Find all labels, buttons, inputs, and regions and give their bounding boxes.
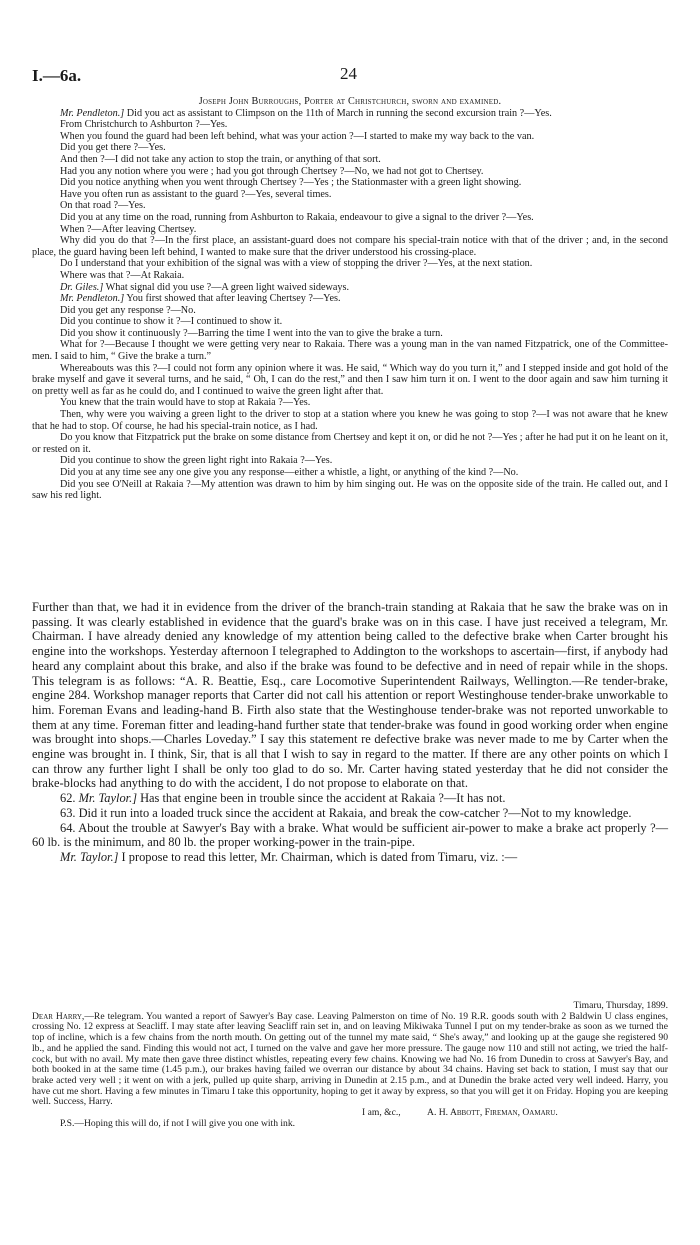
qa-text: What signal did you use ?—A green light waived sideways. [103, 281, 349, 293]
qa-paragraph [32, 432, 668, 455]
qa-text: Did you at any time see any one give you any response—either a whistle, a light, or anything of the kind ?—No. [60, 467, 519, 478]
speaker-name: Mr. Pendleton.] [60, 107, 125, 119]
statement-text: Further than that, we had it in evidence from the driver of the branch-train standing at Rakaia that he saw the brake was on in passing. It was clearly established in evidence that the guard's brake was on in this case. I have just received a telegram, Mr. Chairman. I have already denied any knowledge of my attention being called to the defective brake when Carter brought his engine into the workshops. Yesterday afternoon I telegraphed to Addington to the workshops to ascertain—first, if anybody had heard any complaint about this brake, and also if the brake was found to be defective and in need of repair while in the shops. This telegram is as follows: “A. R. Beattie, Esq., care Locomotive Superintendent Railways, Wellington.—Re tender-brake, engine 284. Workshop manager reports that Carter did not call his attention or report Westinghouse tender-brake unworkable to him. Foreman Evans and leading-hand B. Firth also state that the Westinghouse tender-brake was not reported unworkable to them at any time. Foreman fitter and leading-hand further state that tender-brake was found in good working order when engine was brought into shops.—Charles Loveday.” I say this statement re defective brake was never made to me by Carter when the engine was brought in. I think, Sir, that is all that I wish to say in regard to the matter. If there are any other points on which I can throw any further light I shall be only too glad to do so. Mr. Carter having stated yesterday that he did not consider the brake-blocks had anything to do with the accident, I do not propose to elaborate on that. [32, 600, 668, 791]
qa-text: Did you show it continuously ?—Barring the time I went into the van to give the brake a turn. [60, 327, 443, 339]
qa-paragraph [32, 142, 668, 154]
letter-closing: I am, &c., [362, 1107, 401, 1119]
letter-signature: A. H. Abbott, Fireman, Oamaru. [427, 1107, 558, 1119]
speaker-name: Dr. Giles.] [60, 281, 104, 293]
qa-text: Did you notice anything when you went through Chertsey ?—Yes ; the Stationmaster with a green light showing. [60, 177, 522, 189]
statement-text: 63. Did it run into a loaded truck since the accident at Rakaia, and break the cow-catcher ?—Not to my knowledge. [60, 805, 632, 820]
qa-text: Then, why were you waiving a green light to the driver to stop at a station where you knew he was going to stop ?—I was not aware that he knew that he had to stop. Of course, he had his special-train notice, as I had. [32, 409, 668, 432]
speaker-name: Mr. Taylor.] [78, 791, 138, 806]
qa-text: Did you get there ?—Yes. [60, 142, 166, 154]
qa-paragraph [32, 154, 668, 166]
qa-text: You knew that the train would have to stop at Rakaia ?—Yes. [60, 397, 311, 409]
qa-text: Whereabouts was this ?—I could not form any opinion where it was. He said, “ Which way do you turn it,” and I stepped inside and got hold of the brake myself and gave it several turns, and he said, “ Oh, I can do the rest,” and then I saw him turn it on. I went to the door again and saw him turning it on pretty well as far as he could do, and I continued to waive the green light after that. [32, 362, 668, 397]
qa-paragraph [32, 316, 668, 328]
qa-paragraph [32, 467, 668, 479]
qa-paragraph [32, 363, 668, 398]
qa-text: When ?—After leaving Chertsey. [60, 223, 197, 235]
qa-paragraph [32, 258, 668, 270]
qa-text: Where was that ?—At Rakaia. [60, 269, 185, 281]
speaker-name: Mr. Taylor.] [60, 849, 119, 864]
report-code: I.—6a. [32, 66, 82, 85]
qa-text: Had you any notion where you were ; had you got through Chertsey ?—No, we had not got to Chertsey. [60, 165, 484, 177]
statement-paragraph [32, 821, 668, 850]
qa-paragraph [32, 119, 668, 131]
qa-text: Do you know that Fitzpatrick put the brake on some distance from Chertsey and kept it on, or did he not ?—Yes ; after he had put it on he leant on it, or rested on it. [32, 432, 668, 455]
qa-paragraph [32, 224, 668, 236]
question-number: 62. [60, 791, 79, 806]
qa-text: And then ?—I did not take any action to stop the train, or anything of that sort. [60, 153, 381, 165]
qa-paragraph [32, 131, 668, 143]
letter-body-text: Re telegram. You wanted a report of Sawyer's Bay case. Leaving Palmerston on time of No. 19 R.R. goods south with 2 Baldwin U class engines, crossing No. 12 express at Seacliff. I may state after leaving Seacliff rain set in, and on leaving Mikiwaka Tunnel I put on my tender-brake as soon as we turned the top of incline, which is a few chains from the north mouth. On getting out of the tunnel my mate said, “ She's away,” and looking up at the gauge she registered 90 lb., and he applied the sand. Finding this would not act, I turned on the valve and gave her more pressure. The gauge now 110 and still not acting, we tried the half-cock, but with no avail. My mate then gave three distinct whistles, repeating every few chains. Knowing we had No. 16 from Dunedin to cross at Sawyer's Bay, and both booked in at the same time (1.45 p.m.), our brakes having failed we overran our distance by about 34 chains. Having set back to station, I must say that our brake acted very well ; it went on with a jerk, pulled up quite sharp, arriving in Dunedin at 2.15 p.m., and at Dunedin the brake acted very well indeed. Harry, you have cut me short. Having a few minutes in Timaru I take this opportunity, hoping to get it away by express, so that you will get it on Friday. Hoping you are keeping well. Success, Harry. [32, 1010, 669, 1108]
statement-paragraph [32, 600, 668, 791]
statement-paragraph [32, 850, 668, 865]
statement-text: 64. About the trouble at Sawyer's Bay with a brake. What would be sufficient air-power to make a brake act properly ?—60 lb. is the minimum, and 80 lb. the proper working-power in the train-pipe. [32, 820, 668, 850]
qa-text: Did you continue to show the green light right into Rakaia ?—Yes. [60, 455, 333, 467]
qa-text: On that road ?—Yes. [60, 200, 146, 212]
qa-paragraph [32, 200, 668, 212]
statement-text: Has that engine been in trouble since the accident at Rakaia ?—It has not. [137, 791, 506, 806]
qa-paragraph [32, 409, 668, 432]
letter-body [32, 1012, 668, 1108]
qa-text: Did you see O'Neill at Rakaia ?—My attention was drawn to him by him singing out. He was on the opposite side of the train. He called out, and I saw his red light. [32, 478, 668, 502]
qa-text: Have you often run as assistant to the guard ?—Yes, several times. [60, 188, 332, 200]
speaker-name: Mr. Pendleton.] [60, 293, 125, 305]
qa-paragraph [32, 293, 668, 305]
qa-paragraph [32, 328, 668, 340]
qa-paragraph [32, 166, 668, 178]
qa-paragraph [32, 177, 668, 189]
page-number: 24 [340, 64, 357, 83]
qa-paragraph [32, 479, 668, 502]
statement-paragraph [32, 806, 668, 821]
letter-dateline: Timaru, Thursday, 1899. [573, 1000, 668, 1011]
statement-text: I propose to read this letter, Mr. Chairman, which is dated from Timaru, viz. :— [118, 849, 518, 864]
statement-paragraph [32, 791, 668, 806]
qa-paragraph [32, 282, 668, 294]
qa-paragraph [32, 339, 668, 362]
qa-paragraph [32, 397, 668, 409]
qa-paragraph [32, 455, 668, 467]
qa-text: Did you act as assistant to Climpson on the 11th of March in running the second excursion train ?—Yes. [124, 107, 552, 119]
qa-paragraph [32, 189, 668, 201]
qa-text: What for ?—Because I thought we were getting very near to Rakaia. There was a young man in the van named Fitzpatrick, one of the Committee-men. I said to him, “ Give the brake a turn.” [32, 339, 668, 363]
letter-postscript: P.S.—Hoping this will do, if not I will give you one with ink. [60, 1117, 296, 1129]
qa-text: Did you continue to show it ?—I continued to show it. [60, 316, 283, 328]
qa-paragraph [32, 305, 668, 317]
letter-salutation: Dear Harry,— [32, 1010, 94, 1022]
letter-section [32, 1001, 668, 1129]
qa-text: When you found the guard had been left behind, what was your action ?—I started to make my way back to the van. [60, 130, 535, 142]
witness-heading: Joseph John Burroughs, Porter at Christchurch, sworn and examined. [198, 96, 502, 107]
qa-text: Did you at any time on the road, running from Ashburton to Rakaia, endeavour to give a signal to the driver ?—Yes. [60, 211, 534, 223]
statement-list [32, 600, 668, 865]
qa-paragraph [32, 212, 668, 224]
qa-text: Did you get any response ?—No. [60, 304, 196, 316]
qa-text: You first showed that after leaving Chertsey ?—Yes. [124, 293, 341, 305]
qa-list [32, 108, 668, 502]
evidence-section [32, 96, 668, 502]
qa-text: From Christchurch to Ashburton ?—Yes. [60, 119, 228, 131]
qa-text: Why did you do that ?—In the first place, an assistant-guard does not compare his special-train notice with that of the driver ; and, in the second place, the guard having been left behind, I wanted to make sure that the driver understood his crossing-place. [32, 235, 668, 258]
qa-text: Do I understand that your exhibition of the signal was with a view of stopping the driver ?—Yes, at the next station. [60, 258, 533, 270]
statement-section [32, 600, 668, 865]
qa-paragraph [32, 235, 668, 258]
qa-paragraph [32, 108, 668, 120]
qa-paragraph [32, 270, 668, 282]
